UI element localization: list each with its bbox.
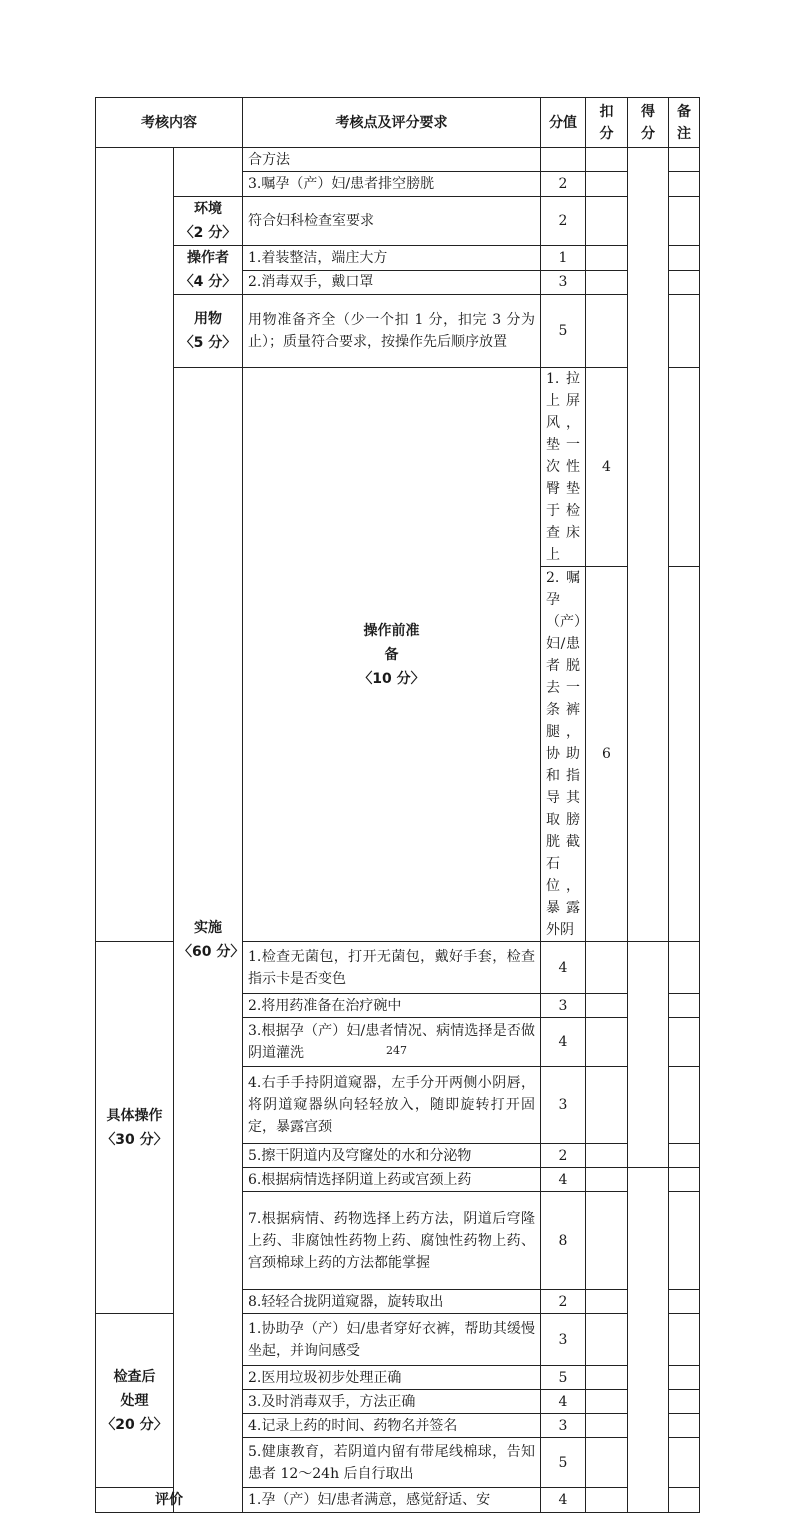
item-undress: 2.嘱孕（产）妇/患者脱去一条裤腿，协助和指导其取膀胱截石位，暴露外阴 <box>541 567 586 942</box>
score-methods: 8 <box>541 1192 586 1290</box>
deduct-cell <box>586 1314 628 1366</box>
got-cell <box>628 148 669 942</box>
score-education: 5 <box>541 1438 586 1488</box>
deduct-cell <box>586 295 628 368</box>
header-deduct <box>586 98 628 148</box>
deduct-cell <box>586 1192 628 1290</box>
patient-subcategory-cell <box>174 148 243 197</box>
item-cont: 合方法 <box>243 148 541 172</box>
table-row <box>96 1488 700 1513</box>
table-row <box>96 148 700 172</box>
score-record: 3 <box>541 1414 586 1438</box>
note-cell <box>669 172 700 197</box>
table-row <box>96 246 700 271</box>
category-env-name: 环境 <box>194 201 222 217</box>
category-implementation-points: 〈60 分〉 <box>178 944 245 960</box>
note-cell <box>669 148 700 172</box>
score-wipe: 2 <box>541 1144 586 1168</box>
score-dress: 1 <box>541 246 586 271</box>
header-deduct-line2: 分 <box>599 125 614 142</box>
note-cell <box>669 246 700 271</box>
score-irrigate: 4 <box>541 1018 586 1067</box>
category-implementation-name: 实施 <box>194 920 222 936</box>
category-env-points: 〈2 分〉 <box>179 225 237 241</box>
category-pre-op-points: 〈10 分〉 <box>358 670 425 687</box>
item-assist: 1.协助孕（产）妇/患者穿好衣裤，帮助其缓慢坐起，并询问感受 <box>243 1314 541 1366</box>
note-cell <box>669 1290 700 1314</box>
item-drug-prep: 2.将用药准备在治疗碗中 <box>243 994 541 1018</box>
score-waste: 5 <box>541 1366 586 1390</box>
deduct-cell <box>586 1018 628 1067</box>
score-sterile: 4 <box>541 942 586 994</box>
score-empty <box>541 148 586 172</box>
deduct-cell <box>669 368 700 567</box>
deduct-cell <box>586 197 628 246</box>
category-specific-name: 具体操作 <box>106 1107 163 1124</box>
item-education: 5.健康教育，若阴道内留有带尾线棉球，告知患者 12～24h 后自行取出 <box>243 1438 541 1488</box>
table-row <box>96 197 700 246</box>
category-specific <box>96 942 174 1314</box>
header-note-line1: 备 <box>677 103 691 120</box>
score-speculum: 3 <box>541 1067 586 1144</box>
category-post-name: 检查后 <box>113 1368 156 1385</box>
category-evaluation: 评价 <box>96 1488 243 1513</box>
note-cell <box>669 1438 700 1488</box>
score-hands: 4 <box>541 1390 586 1414</box>
assessment-table <box>95 97 700 1513</box>
category-operator-points: 〈4 分〉 <box>179 274 237 290</box>
note-cell <box>669 1168 700 1192</box>
got-cell <box>628 1168 669 1513</box>
note-cell <box>669 1488 700 1513</box>
item-remove: 8.轻轻合拢阴道窥器，旋转取出 <box>243 1290 541 1314</box>
table-row <box>96 295 700 368</box>
item-irrigate: 3.根据孕（产）妇/患者情况、病情选择是否做阴道灌洗 <box>243 1018 541 1067</box>
note-cell <box>669 1144 700 1168</box>
score-env-req: 2 <box>541 197 586 246</box>
deduct-cell <box>586 1144 628 1168</box>
deduct-cell <box>586 148 628 172</box>
table-header <box>96 98 700 148</box>
header-score: 分值 <box>541 98 586 148</box>
item-speculum: 4.右手手持阴道窥器，左手分开两侧小阴唇，将阴道窥器纵向轻轻放入，随即旋转打开固定，暴露宫颈 <box>243 1067 541 1144</box>
note-cell <box>669 994 700 1018</box>
note-cell <box>669 295 700 368</box>
item-satisfy: 1.孕（产）妇/患者满意，感觉舒适、安 <box>243 1488 541 1513</box>
item-env-req: 符合妇科检查室要求 <box>243 197 541 246</box>
note-cell <box>669 1414 700 1438</box>
item-materials: 用物准备齐全（少一个扣 1 分，扣完 3 分为止）；质量符合要求，按操作先后顺序放置 <box>243 295 541 368</box>
score-satisfy: 4 <box>541 1488 586 1513</box>
item-bladder: 3.嘱孕（产）妇/患者排空膀胱 <box>243 172 541 197</box>
category-pre-op-name2: 备 <box>384 646 399 663</box>
deduct-cell <box>586 172 628 197</box>
category-operator <box>174 246 243 295</box>
item-sterile: 1.检查无菌包，打开无菌包，戴好手套，检查指示卡是否变色 <box>243 942 541 994</box>
deduct-cell <box>586 1414 628 1438</box>
deduct-cell <box>586 1438 628 1488</box>
deduct-cell <box>586 994 628 1018</box>
header-content: 考核内容 <box>96 98 243 148</box>
item-methods: 7.根据病情、药物选择上药方法，阴道后穹隆上药、非腐蚀性药物上药、腐蚀性药物上药、宫颈棉球上药的方法都能掌握 <box>243 1192 541 1290</box>
category-materials-points: 〈5 分〉 <box>179 335 237 351</box>
category-implementation <box>174 368 243 1513</box>
score-bladder: 2 <box>541 172 586 197</box>
deduct-cell <box>586 1290 628 1314</box>
score-assist: 3 <box>541 1314 586 1366</box>
score-screen: 4 <box>586 368 628 567</box>
note-cell <box>669 197 700 246</box>
category-specific-points: 〈30 分〉 <box>101 1131 168 1148</box>
deduct-cell <box>586 246 628 271</box>
category-materials-name: 用物 <box>194 311 222 327</box>
category-post <box>96 1314 174 1488</box>
deduct-cell <box>586 270 628 295</box>
item-wipe: 5.擦干阴道内及穹窿处的水和分泌物 <box>243 1144 541 1168</box>
header-got <box>628 98 669 148</box>
item-dress: 1.着装整洁，端庄大方 <box>243 246 541 271</box>
deduct-cell <box>586 1366 628 1390</box>
header-got-line2: 分 <box>641 125 655 142</box>
item-choose: 6.根据病情选择阴道上药或宫颈上药 <box>243 1168 541 1192</box>
header-note <box>669 98 700 148</box>
category-materials <box>174 295 243 368</box>
category-pre-op-name: 操作前准 <box>363 622 420 639</box>
category-pre-op <box>243 368 541 942</box>
item-screen: 1.拉上屏风，垫一次性臀垫于检查床上 <box>541 368 586 567</box>
category-post-points: 〈20 分〉 <box>101 1416 168 1433</box>
header-got-line1: 得 <box>641 103 655 120</box>
note-cell <box>669 1018 700 1067</box>
deduct-cell <box>586 1390 628 1414</box>
score-materials: 5 <box>541 295 586 368</box>
category-operator-name: 操作者 <box>187 250 229 266</box>
note-cell <box>669 270 700 295</box>
deduct-cell <box>586 1488 628 1513</box>
item-disinfect: 2.消毒双手，戴口罩 <box>243 270 541 295</box>
page-number: 247 <box>386 1044 407 1057</box>
score-remove: 2 <box>541 1290 586 1314</box>
deduct-cell <box>586 1067 628 1144</box>
note-cell <box>669 1390 700 1414</box>
note-cell <box>669 1314 700 1366</box>
score-choose: 4 <box>541 1168 586 1192</box>
header-note-line2: 注 <box>677 125 691 142</box>
header-deduct-line1: 扣 <box>599 103 614 120</box>
note-cell <box>669 1192 700 1290</box>
category-env <box>174 197 243 246</box>
item-record: 4.记录上药的时间、药物名并签名 <box>243 1414 541 1438</box>
score-undress: 6 <box>586 567 628 942</box>
deduct-cell <box>586 1168 628 1192</box>
note-cell <box>669 1366 700 1390</box>
category-post-name2: 处理 <box>120 1392 149 1409</box>
note-cell <box>669 942 700 994</box>
table-row <box>96 368 700 567</box>
prep-category-cell <box>96 148 174 942</box>
note-cell <box>669 1067 700 1144</box>
deduct-cell <box>586 942 628 994</box>
deduct-cell <box>669 567 700 942</box>
item-hands: 3.及时消毒双手，方法正确 <box>243 1390 541 1414</box>
score-disinfect: 3 <box>541 270 586 295</box>
item-waste: 2.医用垃圾初步处理正确 <box>243 1366 541 1390</box>
header-points: 考核点及评分要求 <box>243 98 541 148</box>
score-drug-prep: 3 <box>541 994 586 1018</box>
